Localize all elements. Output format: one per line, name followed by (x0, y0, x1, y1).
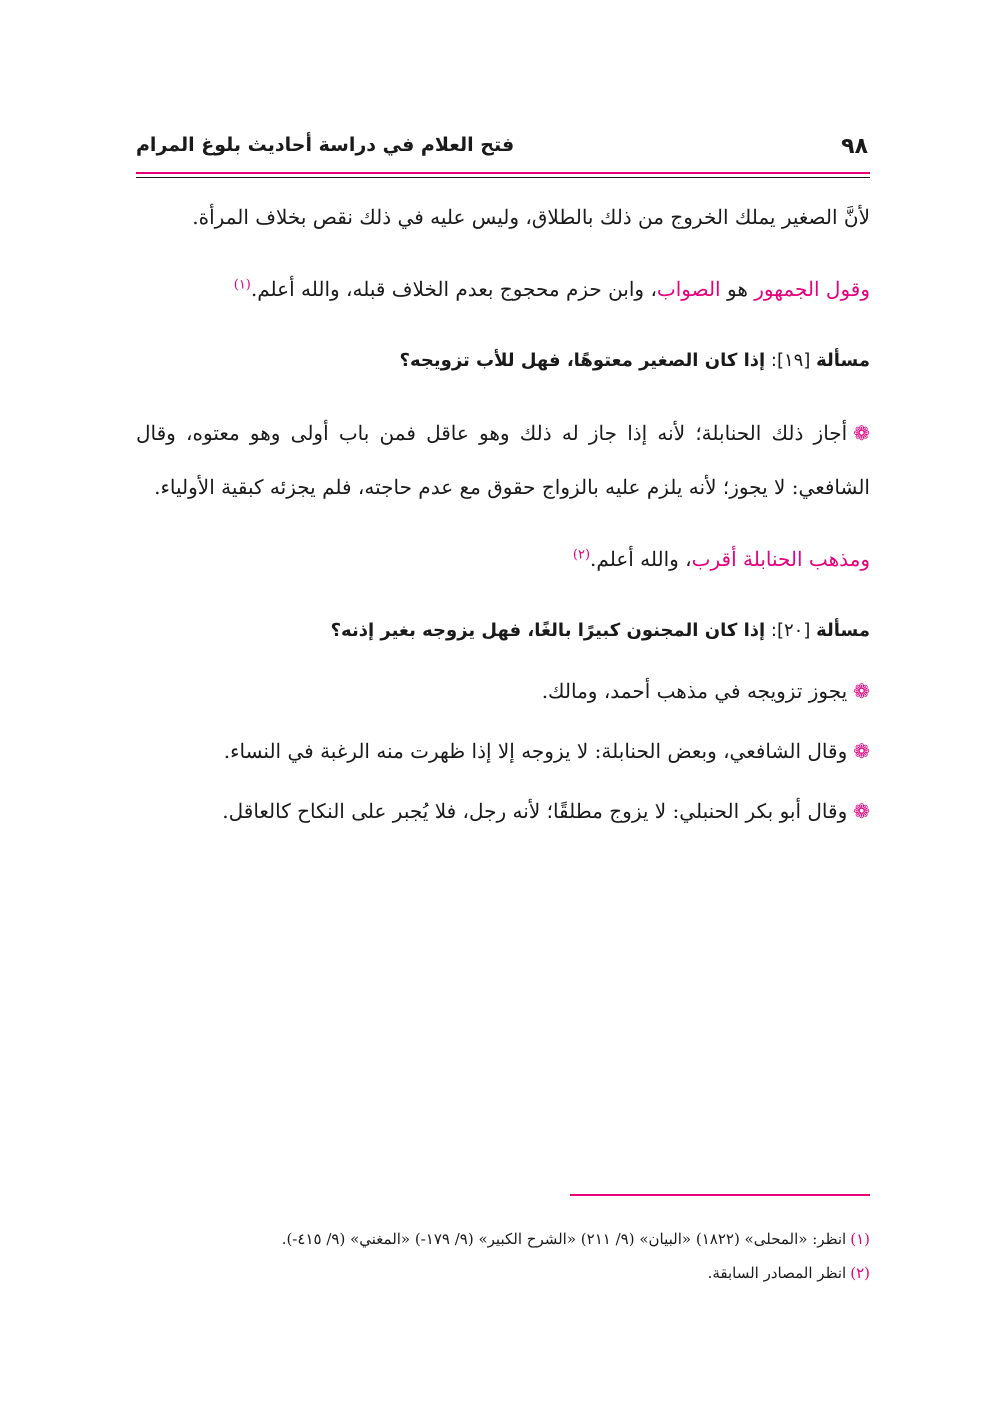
paragraph-3-text: أجاز ذلك الحنابلة؛ لأنه إذا جاز له ذلك وهو عاقل فمن باب أولى وهو معتوه، وقال الشافعي: لا يجوز؛ لأنه يلزم عليه بالزواج حقوق مع عدم حاجته، فلم يجزئه كبقية الأولياء. (136, 421, 870, 499)
paragraph-2-text: ، وابن حزم محجوج بعدم الخلاف قبله، والله أعلم. (250, 277, 657, 301)
issue-20-question: إذا كان المجنون كبيرًا بالغًا، فهل يزوجه بغير إذنه؟ (330, 620, 766, 641)
flower-bullet-icon: ❁ (853, 421, 870, 445)
paragraph-2 (136, 262, 870, 316)
paragraph-7-text: وقال أبو بكر الحنبلي: لا يزوج مطلقًا؛ لأنه رجل، فلا يُجبر على النكاح كالعاقل. (222, 799, 848, 823)
issue-19-heading (136, 334, 870, 388)
paragraph-4-highlight: ومذهب الحنابلة أقرب (691, 547, 870, 571)
paragraph-6 (136, 724, 870, 778)
footnote-2-text: انظر المصادر السابقة. (707, 1264, 847, 1282)
header-rule (136, 177, 870, 178)
page-header (136, 128, 868, 172)
footnote-1 (136, 1222, 870, 1256)
issue-20-label: مسألة (816, 620, 870, 641)
issue-19-question: إذا كان الصغير معتوهًا، فهل للأب تزويجه؟ (399, 350, 766, 371)
footnote-ref-1[interactable]: (١) (233, 277, 251, 293)
footnote-2-number: (٢) (850, 1264, 870, 1282)
paragraph-3 (136, 406, 870, 514)
issue-20-heading (136, 604, 870, 658)
footnote-2 (136, 1256, 870, 1290)
paragraph-5 (136, 664, 870, 718)
footnotes (136, 1222, 870, 1290)
paragraph-2-connector: هو (720, 277, 755, 301)
flower-bullet-icon: ❁ (853, 679, 870, 703)
paragraph-5-text: يجوز تزويجه في مذهب أحمد، ومالك. (541, 679, 848, 703)
issue-19-label: مسألة (816, 350, 870, 371)
paragraph-4-text: ، والله أعلم. (590, 547, 692, 571)
page-number: ٩٨ (841, 134, 868, 159)
footnote-1-text: انظر: «المحلى» (١٨٢٢) «البيان» (٩/ ٢١١) «الشرح الكبير» (٩/ ١٧٩-) «المغني» (٩/ ٤١٥-). (281, 1230, 847, 1248)
paragraph-6-text: وقال الشافعي، وبعض الحنابلة: لا يزوجه إلا إذا ظهرت منه الرغبة في النساء. (223, 739, 848, 763)
footnote-1-number: (١) (850, 1230, 870, 1248)
header-rule-accent (136, 172, 870, 174)
flower-bullet-icon: ❁ (853, 799, 870, 823)
footnote-ref-2[interactable]: (٢) (572, 547, 591, 563)
flower-bullet-icon: ❁ (853, 739, 870, 763)
paragraph-1: لأنَّ الصغير يملك الخروج من ذلك بالطلاق، وليس عليه في ذلك نقص بخلاف المرأة. (192, 205, 870, 229)
footnote-separator (570, 1194, 870, 1196)
paragraph-7 (136, 784, 870, 838)
paragraph-4 (136, 532, 870, 586)
paragraph-2-highlight-correct: الصواب (656, 277, 721, 301)
book-title: فتح العلام في دراسة أحاديث بلوغ المرام (136, 134, 515, 156)
paragraph-2-highlight-majority: وقول الجمهور (754, 277, 870, 301)
page-body (136, 190, 870, 838)
issue-20-number: [٢٠]: (765, 620, 817, 641)
issue-19-number: [١٩]: (765, 350, 817, 371)
